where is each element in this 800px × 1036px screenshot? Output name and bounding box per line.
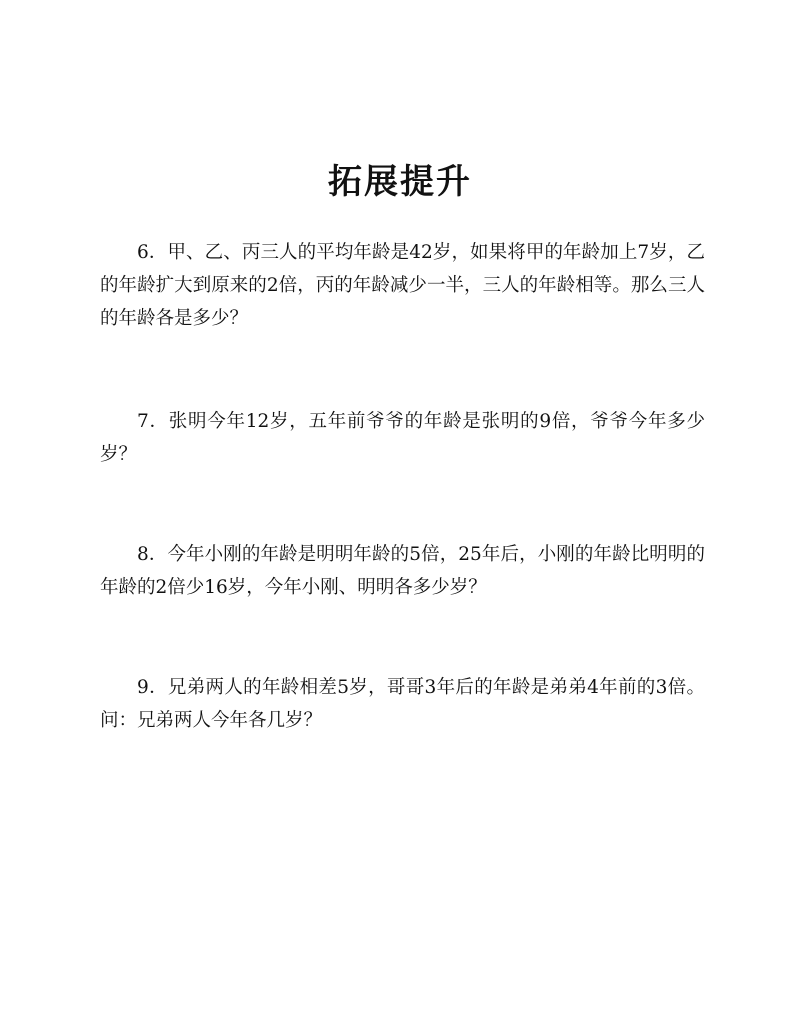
- problem-8: 8．今年小刚的年龄是明明年龄的5倍，25年后，小刚的年龄比明明的年龄的2倍少16岁，今年小刚、明明各多少岁？: [100, 544, 705, 598]
- problem-6: 6．甲、乙、丙三人的平均年龄是42岁，如果将甲的年龄加上7岁，乙的年龄扩大到原来的2倍，丙的年龄减少一半，三人的年龄相等。那么三人的年龄各是多少？: [100, 242, 705, 329]
- problem-9: 9．兄弟两人的年龄相差5岁，哥哥3年后的年龄是弟弟4年前的3倍。问：兄弟两人今年各几岁？: [100, 677, 705, 731]
- page-title: 拓展提升: [328, 162, 472, 202]
- problem-7: 7．张明今年12岁，五年前爷爷的年龄是张明的9倍，爷爷今年多少岁？: [100, 411, 705, 465]
